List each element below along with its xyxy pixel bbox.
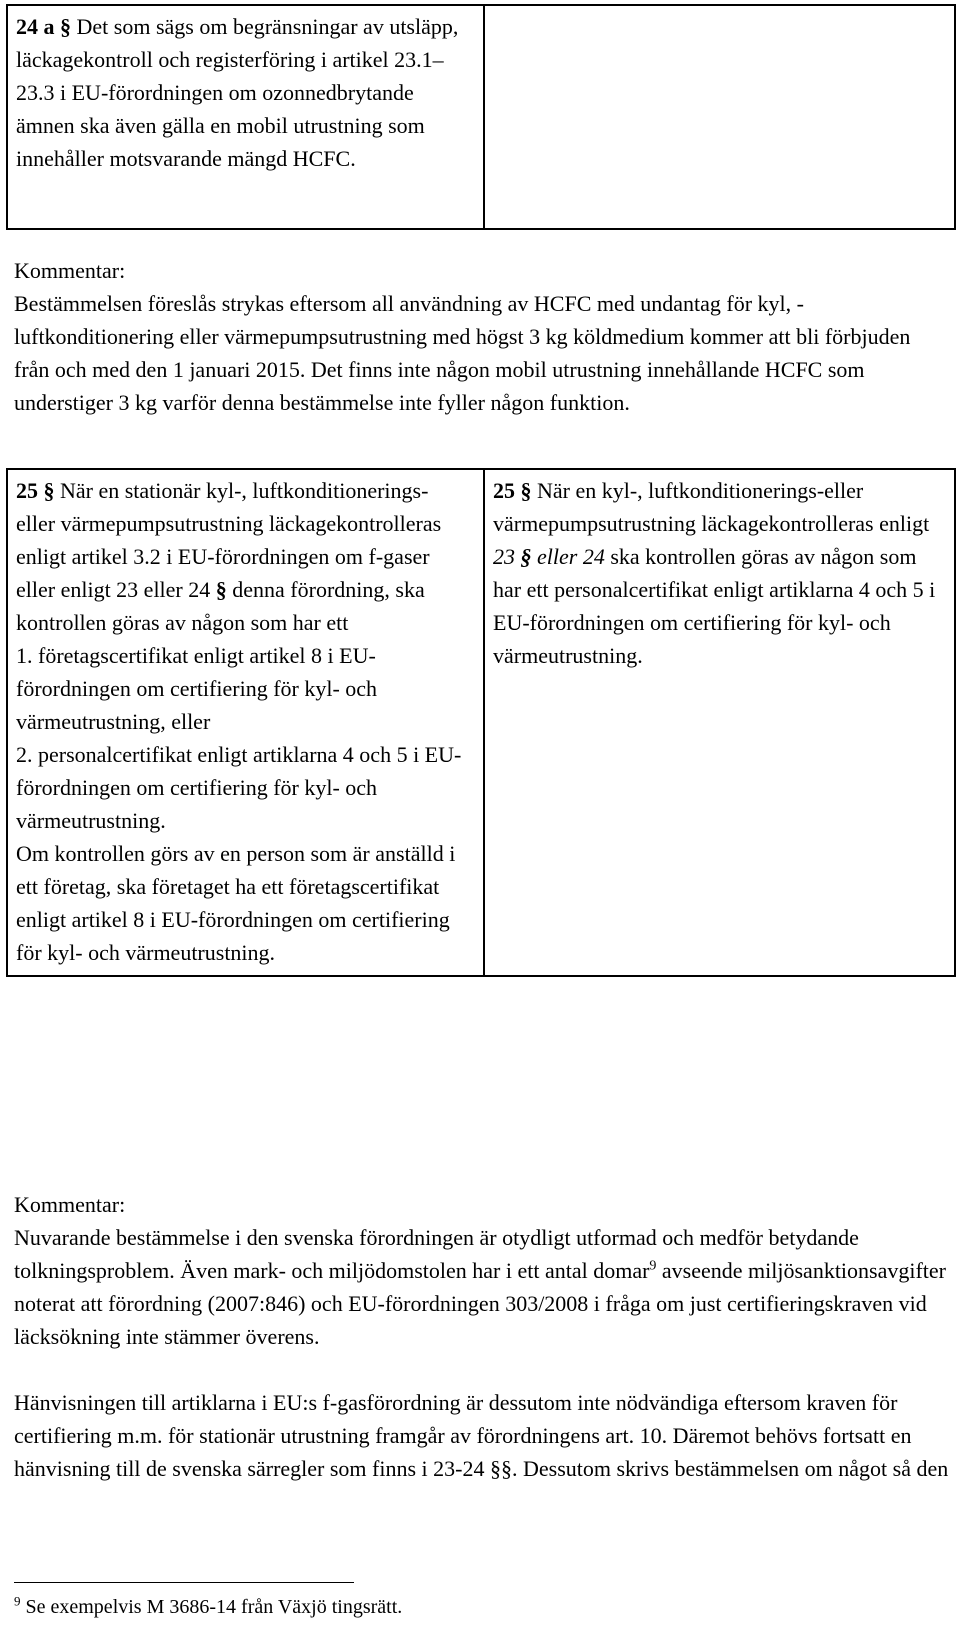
- closing-paragraph: Om kontrollen görs av en person som är anställd i ett företag, ska företaget ha ett företagscertifikat enligt artikel 8 i EU-förordningen om certifiering för kyl- och värmeutrustning.: [16, 841, 456, 965]
- comment-block-2: [14, 1188, 949, 1485]
- comment-paragraph-1: [14, 1221, 949, 1353]
- footnote-reference: 9: [649, 1258, 657, 1274]
- table-section-25: [6, 468, 956, 977]
- comment-heading: Kommentar:: [14, 1192, 126, 1217]
- section-number: 25: [16, 478, 38, 503]
- reference-italic: 23: [493, 544, 515, 569]
- footnote-separator: [14, 1582, 354, 1583]
- section-number: 24 a: [16, 14, 55, 39]
- footnote-text: Se exempelvis M 3686-14 från Växjö tingsrätt.: [20, 1596, 403, 1618]
- comment-paragraph-2: Hänvisningen till artiklarna i EU:s f-gasförordning är dessutom inte nödvändiga eftersom kraven för certifiering m.m. för stationär utrustning framgår av förordningens art. 10. Däremot behövs fortsatt en hänvisning till de svenska särregler som finns i 23-24 §§. Dessutom skrivs bestämmelsen om något så den: [14, 1390, 949, 1481]
- section-number: 25: [493, 478, 515, 503]
- section-sign: §: [43, 478, 55, 503]
- list-item-1: 1. företagscertifikat enligt artikel 8 i EU-förordningen om certifiering för kyl- och värmeutrustning, eller: [16, 643, 378, 734]
- section-text: När en kyl-, luftkonditionerings-eller värmepumpsutrustning läckagekontrolleras enligt: [493, 478, 930, 536]
- cell-section-25-current: [7, 469, 484, 976]
- footnote-number: 9: [14, 1593, 21, 1609]
- section-sign: §: [215, 577, 227, 602]
- section-text: När en stationär kyl-, luftkonditionerings- eller värmepumpsutrustning läckagekontrolleras enligt artikel 3.2 i EU-förordningen om f-gaser eller enligt 23 eller 24: [16, 478, 442, 602]
- paragraph-text: Nuvarande bestämmelse i den svenska förordningen är otydligt utformad och medför betydande tolkningsproblem. Även mark- och miljödomstolen har i ett antal domar: [14, 1225, 859, 1283]
- cell-section-24a-proposed: [484, 5, 955, 229]
- section-text: Det som sägs om begränsningar av utsläpp, läckagekontroll och registerföring i artikel 23.1–23.3 i EU-förordningen om ozonnedbrytande ämnen ska även gälla en mobil utrustning som innehåller motsvarande mängd HCFC.: [16, 14, 459, 171]
- paragraph-gap: [14, 1353, 949, 1386]
- list-item-2: 2. personalcertifikat enligt artiklarna 4 och 5 i EU-förordningen om certifiering för kyl- och värmeutrustning.: [16, 742, 462, 833]
- paragraph-text: avseende miljösanktionsavgifter noterat att förordning (2007:846) och EU-förordningen 303/2008 i fråga om just certifieringskraven vid läcksökning inte stämmer överens.: [14, 1258, 947, 1349]
- comment-block-1: [14, 254, 949, 419]
- footnote: [14, 1592, 402, 1622]
- section-text: ska kontrollen göras av någon som har ett personalcertifikat enligt artiklarna 4 och 5 i EU-förordningen om certifiering för kyl- och värmeutrustning.: [493, 544, 936, 668]
- cell-section-25-proposed: [484, 469, 955, 976]
- section-text: denna förordning, ska kontrollen göras av någon som har ett: [16, 577, 425, 635]
- section-sign: §: [520, 478, 532, 503]
- section-sign: §: [60, 14, 71, 39]
- section-sign: §: [520, 544, 532, 569]
- comment-body: Bestämmelsen föreslås strykas eftersom all användning av HCFC med undantag för kyl, - luftkonditionering eller värmepumpsutrustning med högst 3 kg köldmedium kommer att bli förbjuden från och med den 1 januari 2015. Det finns inte någon mobil utrustning innehållande HCFC som understiger 3 kg varför denna bestämmelse inte fyller någon funktion.: [14, 291, 911, 415]
- section-25-current-intro: [16, 474, 471, 639]
- cell-section-24a-current: [7, 5, 484, 229]
- table-section-24a: [6, 4, 956, 230]
- comment-heading: Kommentar:: [14, 258, 126, 283]
- reference-italic: eller 24: [531, 544, 605, 569]
